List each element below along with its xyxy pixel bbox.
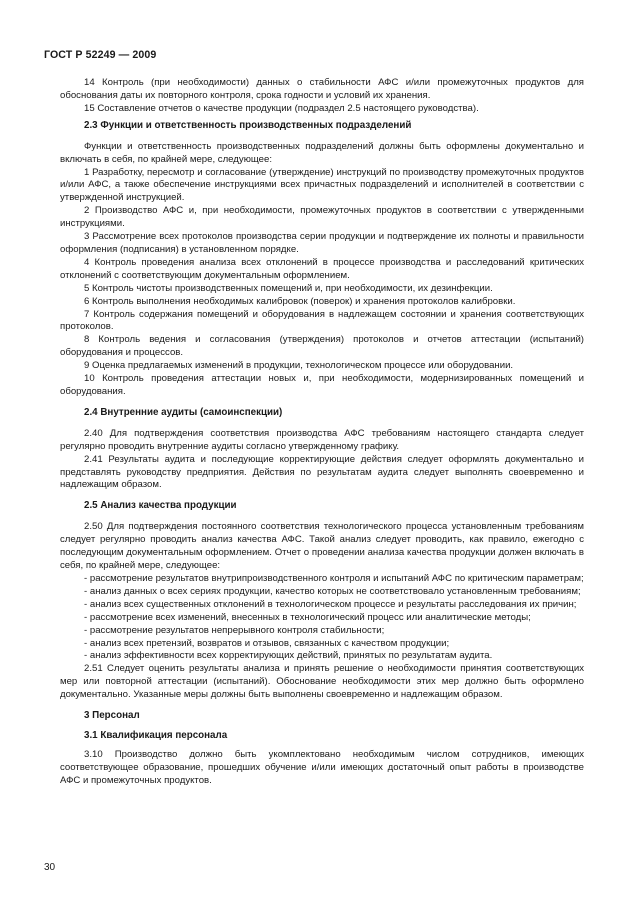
section-2-3-item: 7 Контроль содержания помещений и оборудования в надлежащем состоянии и хранения соответствующих протоколов. <box>60 308 584 333</box>
paragraph-2-41: 2.41 Результаты аудита и последующие корректирующие действия следует оформлять документально и представлять руководству предприятия. Действия по результатам аудита следует выполнять своевременно и надлежащим образом. <box>60 453 584 491</box>
section-heading-2-5: 2.5 Анализ качества продукции <box>84 500 237 512</box>
section-2-3-item: 8 Контроль ведения и согласования (утверждения) протоколов и отчетов аттестации (испытаний) оборудования и процессов. <box>60 334 584 359</box>
section-2-3-item: 10 Контроль проведения аттестации новых и, при необходимости, модернизированных помещений и оборудования. <box>60 373 584 397</box>
paragraph-2-51: 2.51 Следует оценить результаты анализа и принять решение о необходимости принятия соответствующих мер или повторной аттестации (испытаний). Обоснование необходимости этих мер должно быть оформлено документально. Указанные меры должны быть выполнены своевременно и надлежащим образом. <box>60 663 584 701</box>
dash-list-item: - анализ данных о всех сериях продукции, качество которых не соответствовало установленным требованиям; <box>84 585 581 597</box>
section-heading-3: 3 Персонал <box>84 710 140 722</box>
section-2-3-item: 1 Разработку, пересмотр и согласование (утверждение) инструкций по производству промежуточных продуктов и/или АФС, а также обеспечение инструкциями всех причастных подразделений и исполнителей в соответствии с утвержденной инструкцией. <box>60 166 584 204</box>
paragraph-2-50: 2.50 Для подтверждения постоянного соответствия технологического процесса установленным требованиям следует регулярно проводить анализ качества АФС. Такой анализ следует проводить, как правило, ежегодно с последующим документальным оформлением. Отчет о проведении анализа качества продукции должен включать в себя, по крайней мере, следующее: <box>60 521 584 572</box>
section-2-3-item: 9 Оценка предлагаемых изменений в продукции, технологическом процессе или оборудовании. <box>84 360 514 372</box>
section-2-3-item: 2 Производство АФС и, при необходимости, промежуточных продуктов в соответствии с утвержденными инструкциями. <box>60 205 584 230</box>
paragraph-3-10: 3.10 Производство должно быть укомплектовано необходимым числом сотрудников, имеющих соответствующее образование, прошедших обучение и/или имеющих достаточный опыт работы в производстве АФС и промежуточных продуктов. <box>60 749 584 786</box>
dash-list-item: - рассмотрение результатов непрерывного контроля стабильности; <box>84 624 385 636</box>
section-heading-2-4: 2.4 Внутренние аудиты (самоинспекции) <box>84 406 283 418</box>
section-2-3-item: 5 Контроль чистоты производственных помещений и, при необходимости, их дезинфекции. <box>84 282 493 294</box>
section-2-3-item: 3 Рассмотрение всех протоколов производства серии продукции и подтверждение их полноты и правильности оформления (подписания) в установленном порядке. <box>60 231 584 255</box>
dash-list-item: - анализ всех существенных отклонений в технологическом процессе и результаты расследования их причин; <box>84 598 577 610</box>
paragraph-2-40: 2.40 Для подтверждения соответствия производства АФС требованиям настоящего стандарта следует регулярно проводить внутренние аудиты согласно утвержденному графику. <box>60 427 584 452</box>
page-number: 30 <box>44 862 56 873</box>
paragraph-item-15: 15 Составление отчетов о качестве продукции (подраздел 2.5 настоящего руководства). <box>84 102 479 114</box>
document-header: ГОСТ Р 52249 — 2009 <box>44 49 157 61</box>
dash-list-item: - рассмотрение всех изменений, внесенных в технологический процесс или аналитические методы; <box>84 611 531 623</box>
dash-list-item: - рассмотрение результатов внутрипроизводственного контроля и испытаний АФС по критическим параметрам; <box>84 573 584 584</box>
section-heading-3-1: 3.1 Квалификация персонала <box>84 730 228 742</box>
document-body <box>60 77 584 788</box>
section-2-3-item: 6 Контроль выполнения необходимых калибровок (поверок) и хранения протоколов калибровки. <box>84 295 516 307</box>
section-2-3-item: 4 Контроль проведения анализа всех отклонений в процессе производства и расследований критических отклонений с соответствующим документальным оформлением. <box>60 256 584 281</box>
paragraph-item-14: 14 Контроль (при необходимости) данных о стабильности АФС и/или промежуточных продуктов для обоснования даты их повторного контроля, срока годности и условий их хранения. <box>60 77 584 101</box>
section-heading-2-3: 2.3 Функции и ответственность производственных подразделений <box>84 119 412 131</box>
dash-list-item: - анализ эффективности всех корректирующих действий, принятых по результатам аудита. <box>84 650 493 662</box>
dash-list-item: - анализ всех претензий, возвратов и отзывов, связанных с качеством продукции; <box>84 637 450 649</box>
section-2-3-intro: Функции и ответственность производственных подразделений должны быть оформлены документально и включать в себя, по крайней мере, следующее: <box>60 140 584 165</box>
